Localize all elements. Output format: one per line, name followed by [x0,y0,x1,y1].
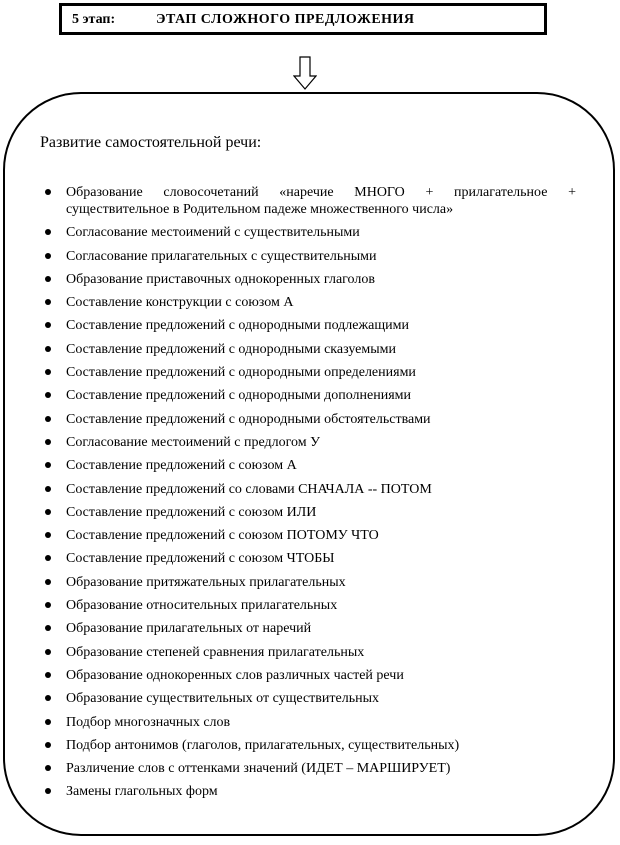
bullet-icon [45,276,51,282]
bullet-icon [45,299,51,305]
bullet-icon [45,672,51,678]
list-item [44,317,576,334]
list-item-text: Замены глагольных форм [66,784,218,800]
list-item [44,574,576,591]
section-heading: Развитие самостоятельной речи: [40,134,262,151]
bullet-icon [45,369,51,375]
bullet-icon [45,229,51,235]
list-item-text: Образование притяжательных прилагательных [66,574,346,590]
bullet-icon [45,253,51,259]
list-item [44,667,576,684]
list-item [44,248,576,265]
list-item [44,271,576,288]
list-item [44,644,576,661]
list-item [44,224,576,241]
list-item [44,341,576,358]
bullet-icon [45,742,51,748]
list-item-text: Согласование прилагательных с существительными [66,248,377,264]
skills-list [44,184,576,807]
list-item-text: Составление предложений с союзом ПОТОМУ ЧТО [66,528,379,544]
list-item [44,434,576,451]
list-item-text: Составление предложений с однородными сказуемыми [66,341,396,357]
bullet-icon [45,392,51,398]
bullet-icon [45,695,51,701]
list-item [44,481,576,498]
list-item-text: Образование относительных прилагательных [66,598,338,614]
list-item [44,620,576,637]
list-item [44,783,576,800]
list-item-text: Образование однокоренных слов различных частей речи [66,667,404,683]
stage-header-box [59,3,547,35]
list-item-text: Составление предложений с союзом ИЛИ [66,504,317,520]
list-item-text: Подбор антонимов (глаголов, прилагательных, существительных) [66,737,460,753]
bullet-icon [45,462,51,468]
list-item-text: Составление предложений с однородными определениями [66,365,416,381]
list-item [44,527,576,544]
bullet-icon [45,486,51,492]
stage-title: ЭТАП СЛОЖНОГО ПРЕДЛОЖЕНИЯ [156,12,415,27]
list-item [44,184,576,218]
list-item-text: Составление предложений с союзом А [66,458,297,474]
list-item-text: Составление предложений с однородными подлежащими [66,318,410,334]
list-item [44,597,576,614]
bullet-icon [45,788,51,794]
bullet-icon [45,719,51,725]
bullet-icon [45,322,51,328]
list-item-text: Различение слов с оттенками значений (ИДЕТ – МАРШИРУЕТ) [66,761,451,777]
list-item-text: Подбор многозначных слов [66,714,231,730]
bullet-icon [45,602,51,608]
bullet-icon [45,649,51,655]
bullet-icon [45,346,51,352]
bullet-icon [45,765,51,771]
list-item [44,411,576,428]
bullet-icon [45,555,51,561]
bullet-icon [45,439,51,445]
list-item-text: Согласование местоимений с предлогом У [66,434,320,450]
list-item [44,714,576,731]
list-item [44,504,576,521]
bullet-icon [45,532,51,538]
list-item-text: Составление предложений с однородными обстоятельствами [66,411,431,427]
stage-number: 5 этап: [72,12,116,27]
list-item [44,550,576,567]
list-item [44,364,576,381]
list-item-text: Согласование местоимений с существительными [66,225,360,241]
list-item [44,737,576,754]
list-item-text: Образование прилагательных от наречий [66,621,312,637]
list-item [44,387,576,404]
list-item-text: Составление предложений с союзом ЧТОБЫ [66,551,335,567]
bullet-icon [45,509,51,515]
list-item [44,457,576,474]
list-item [44,760,576,777]
list-item-text: Образование приставочных однокоренных глаголов [66,271,375,287]
list-item-text: Образование словосочетаний «наречие МНОГО + прилагательное + существительное в Родительном падеже множественного числа» [66,185,576,217]
list-item [44,690,576,707]
list-item-text: Составление предложений с однородными дополнениями [66,388,411,404]
list-item-text: Образование существительных от существительных [66,691,379,707]
list-item-text: Составление конструкции с союзом А [66,295,294,311]
bullet-icon [45,189,51,195]
bullet-icon [45,579,51,585]
bullet-icon [45,625,51,631]
bullet-icon [45,416,51,422]
list-item [44,294,576,311]
down-arrow-icon [293,56,317,90]
list-item-text: Составление предложений со словами СНАЧАЛА -- ПОТОМ [66,481,432,497]
list-item-text: Образование степеней сравнения прилагательных [66,644,365,660]
